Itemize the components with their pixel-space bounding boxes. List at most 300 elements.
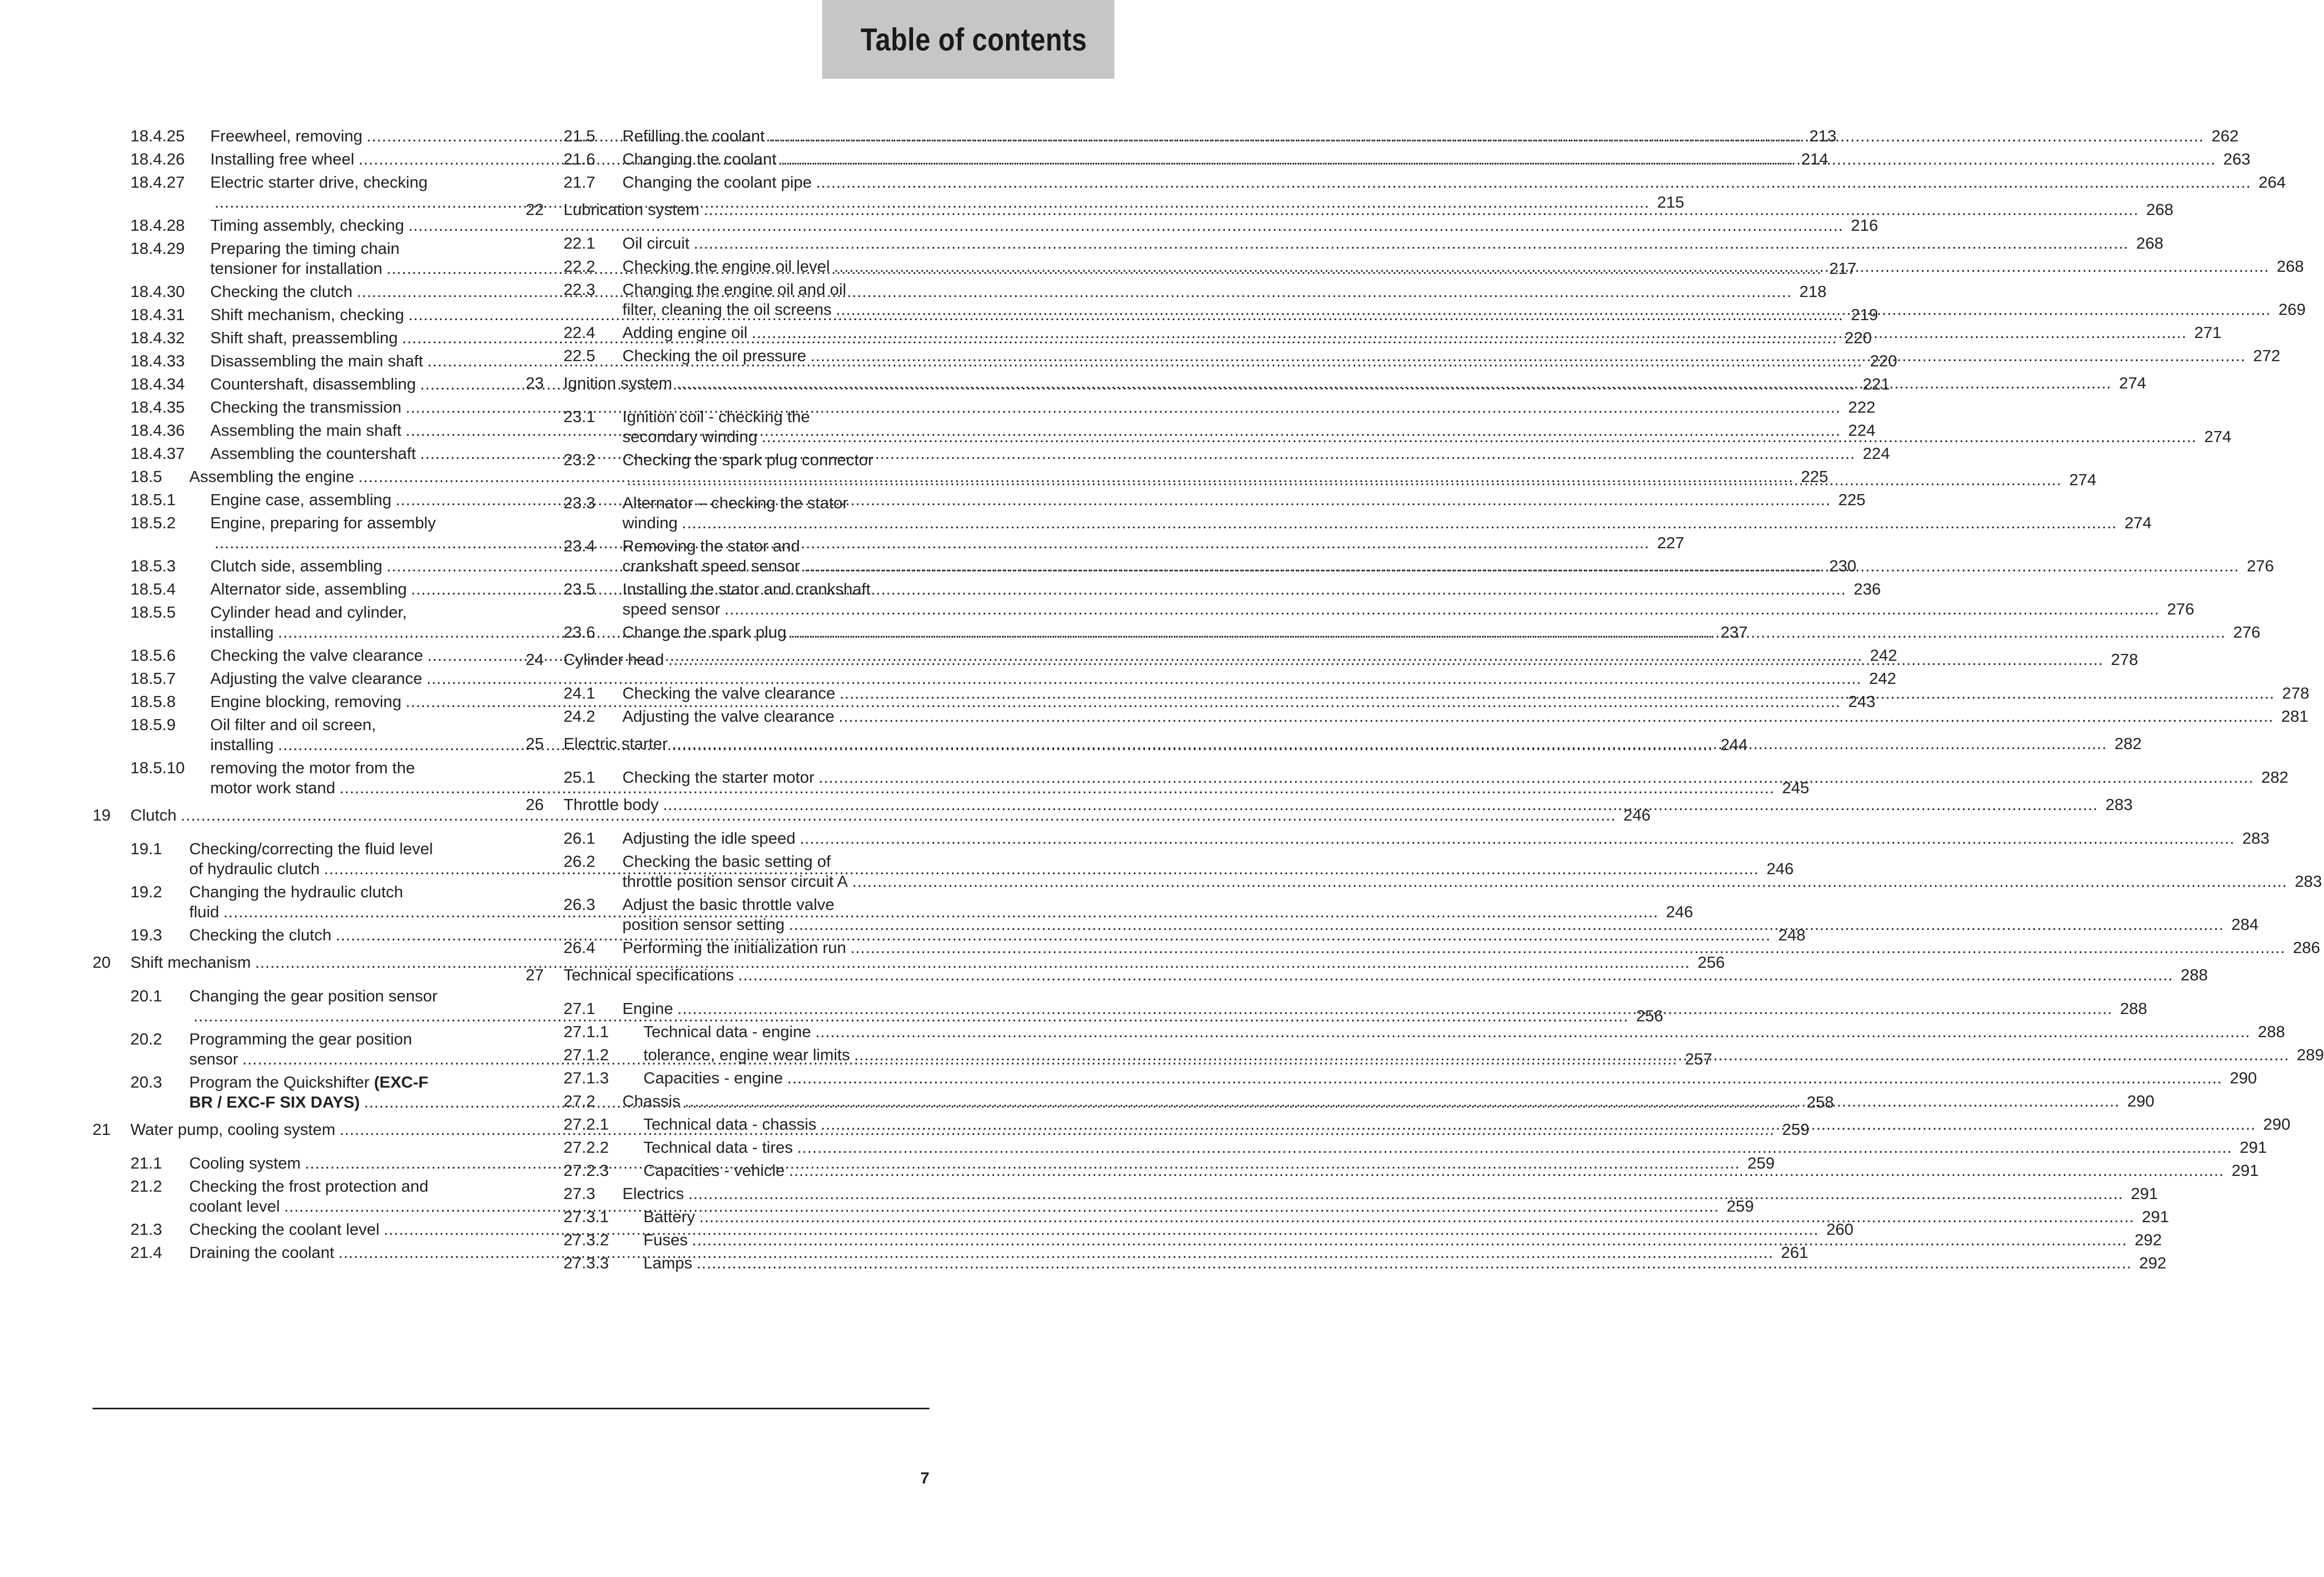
toc-page-number: 222 bbox=[1848, 398, 1876, 416]
toc-entry[interactable] bbox=[526, 1068, 2257, 1088]
toc-entry-title: Checking the frost protection and bbox=[189, 1177, 428, 1195]
toc-page-number: 274 bbox=[2204, 427, 2231, 446]
toc-entry-title: Lubrication system bbox=[564, 200, 700, 219]
toc-entry-title: removing the motor from the bbox=[210, 759, 415, 777]
toc-chapter[interactable] bbox=[93, 805, 1651, 825]
dot-leader bbox=[684, 1091, 2120, 1111]
toc-page-number: 224 bbox=[1862, 444, 1890, 463]
toc-page-number: 268 bbox=[2146, 200, 2174, 219]
toc-page-number: 278 bbox=[2111, 650, 2138, 669]
toc-entry-title: Oil filter and oil screen, bbox=[210, 715, 376, 734]
toc-page-number: 290 bbox=[2229, 1069, 2257, 1087]
toc-entry-number: 27.1.2 bbox=[564, 1046, 609, 1064]
toc-page-number: 248 bbox=[1778, 926, 1806, 944]
toc-entry-number: 18.5.10 bbox=[130, 759, 185, 777]
dot-leader bbox=[804, 556, 2239, 576]
dot-leader bbox=[693, 233, 2128, 253]
toc-entry-number: 19.3 bbox=[130, 926, 162, 944]
toc-entry-title: Cylinder head and cylinder, bbox=[210, 603, 407, 621]
toc-entry-number: 24.1 bbox=[564, 684, 596, 702]
toc-page-number: 243 bbox=[1848, 692, 1876, 711]
toc-entry-number: 18.5.3 bbox=[130, 557, 176, 575]
toc-entry-title: position sensor setting bbox=[622, 915, 785, 934]
toc-page-number: 269 bbox=[2278, 300, 2306, 319]
toc-entry-number: 20.3 bbox=[130, 1073, 162, 1091]
toc-entry-title: Engine case, assembling bbox=[210, 490, 392, 509]
toc-entry-title: throttle position sensor circuit A bbox=[622, 872, 848, 890]
toc-entry-title: Electric starter drive, checking bbox=[210, 173, 428, 191]
toc-entry[interactable] bbox=[93, 925, 1806, 945]
toc-entry-number: 18.4.30 bbox=[130, 282, 185, 301]
toc-page-number: 290 bbox=[2263, 1115, 2291, 1133]
toc-entry-title: Programming the gear position bbox=[189, 1030, 412, 1048]
toc-entry[interactable] bbox=[526, 828, 2270, 848]
toc-page-number: 236 bbox=[1854, 580, 1881, 598]
toc-entry-number: 18.5.7 bbox=[130, 669, 176, 688]
toc-entry-number: 22.2 bbox=[564, 257, 596, 275]
dot-leader bbox=[852, 872, 2287, 892]
toc-entry-number: 27.1.3 bbox=[564, 1069, 609, 1087]
dot-leader bbox=[678, 999, 2113, 1019]
toc-page-number: 242 bbox=[1870, 646, 1897, 664]
toc-entry-title: Checking the transmission bbox=[210, 398, 402, 416]
toc-entry-number: 18.5.6 bbox=[130, 646, 176, 664]
toc-entry-number: 23.2 bbox=[564, 450, 596, 469]
toc-entry[interactable] bbox=[526, 1184, 2158, 1204]
toc-page-number: 221 bbox=[1862, 375, 1890, 393]
toc-entry-title: secondary winding bbox=[622, 427, 757, 446]
toc-entry-number: 18.4.31 bbox=[130, 305, 185, 324]
toc-chapter[interactable] bbox=[526, 965, 2208, 985]
toc-page-number: 215 bbox=[1657, 193, 1685, 211]
toc-entry-number: 23.4 bbox=[564, 537, 596, 555]
toc-entry-title: Lamps bbox=[643, 1254, 693, 1272]
toc-entry-title: Engine bbox=[622, 999, 673, 1018]
toc-entry-title: Alternator – checking the stator bbox=[622, 494, 848, 512]
toc-page-number: 268 bbox=[2136, 234, 2164, 252]
dot-leader bbox=[752, 323, 2187, 343]
toc-entry[interactable] bbox=[526, 233, 2164, 253]
toc-entry-title: Water pump, cooling system bbox=[130, 1120, 335, 1139]
toc-entry-number: 21.5 bbox=[564, 127, 596, 145]
toc-entry-title: Capacities - engine bbox=[643, 1069, 783, 1087]
dot-leader bbox=[789, 915, 2224, 935]
toc-entry[interactable] bbox=[93, 467, 1828, 487]
toc-entry-title: Ignition coil - checking the bbox=[622, 407, 810, 426]
toc-page-number: 274 bbox=[2124, 514, 2152, 532]
toc-entry-number: 23.1 bbox=[564, 407, 596, 426]
toc-entry-number: 27.3 bbox=[564, 1184, 596, 1203]
toc-entry-title: Timing assembly, checking bbox=[210, 216, 404, 234]
page-number: 7 bbox=[920, 1469, 929, 1487]
toc-page-number: 263 bbox=[2223, 150, 2251, 168]
toc-page-number: 281 bbox=[2281, 707, 2309, 725]
toc-entry-title: Adjusting the valve clearance bbox=[210, 669, 423, 688]
toc-page-number: 225 bbox=[1838, 490, 1866, 509]
toc-page-number: 224 bbox=[1848, 421, 1876, 439]
toc-entry-number: 18.4.29 bbox=[130, 239, 185, 258]
dot-leader bbox=[791, 622, 2226, 642]
toc-entry-title: Alternator side, assembling bbox=[210, 580, 407, 598]
toc-entry-title: Assembling the engine bbox=[189, 467, 354, 486]
toc-entry[interactable] bbox=[526, 1138, 2267, 1158]
toc-entry[interactable] bbox=[526, 1230, 2162, 1250]
toc-entry-number: 20 bbox=[93, 953, 111, 971]
toc-entry-number: 26.4 bbox=[564, 938, 596, 957]
toc-page-number: 291 bbox=[2239, 1138, 2267, 1156]
toc-page-number: 278 bbox=[2282, 684, 2309, 702]
toc-entry-number: 27.2 bbox=[564, 1092, 596, 1110]
toc-page-number: 276 bbox=[2233, 623, 2260, 641]
toc-entry-title: Throttle body bbox=[564, 795, 659, 814]
toc-page-number: 292 bbox=[2139, 1254, 2167, 1272]
toc-entry-title: Oil circuit bbox=[622, 234, 690, 252]
toc-entry-number: 27.2.2 bbox=[564, 1138, 609, 1156]
toc-entry-number: 23 bbox=[526, 374, 544, 392]
toc-page-number: 262 bbox=[2211, 127, 2239, 145]
toc-entry-number: 23.3 bbox=[564, 494, 596, 512]
toc-entry-title: Changing the coolant pipe bbox=[622, 173, 812, 191]
dot-leader bbox=[738, 965, 2173, 985]
toc-entry[interactable] bbox=[526, 1253, 2167, 1273]
toc-page-number: 246 bbox=[1766, 859, 1794, 878]
dot-leader bbox=[214, 533, 1650, 553]
toc-page-number: 282 bbox=[2114, 734, 2142, 753]
toc-entry-title: of hydraulic clutch bbox=[189, 859, 320, 878]
toc-page-number: 271 bbox=[2194, 323, 2221, 342]
toc-page-number: 246 bbox=[1666, 903, 1693, 921]
toc-entry-number: 19 bbox=[93, 806, 111, 824]
toc-entry[interactable] bbox=[526, 1022, 2285, 1042]
toc-page-number: 286 bbox=[2292, 938, 2320, 957]
toc-entry-title: Technical data - chassis bbox=[643, 1115, 817, 1133]
toc-entry-number: 22.1 bbox=[564, 234, 596, 252]
dot-leader bbox=[818, 767, 2254, 787]
toc-entry-number: 25 bbox=[526, 734, 544, 753]
toc-entry-number: 18.5.9 bbox=[130, 715, 176, 734]
dot-leader bbox=[677, 373, 2112, 393]
toc-page-number: 230 bbox=[1829, 557, 1857, 575]
toc-page-number: 237 bbox=[1720, 623, 1748, 641]
toc-entry-title: Checking the spark plug connector bbox=[622, 450, 874, 469]
toc-page-number: 257 bbox=[1685, 1050, 1713, 1068]
toc-entry-number: 27.1.1 bbox=[564, 1022, 609, 1041]
toc-entry-number: 18.4.27 bbox=[130, 173, 185, 191]
toc-entry-title: Refilling the coolant bbox=[622, 127, 765, 145]
toc-entry-title: Disassembling the main shaft bbox=[210, 352, 423, 370]
toc-entry-title: Fuses bbox=[643, 1231, 688, 1249]
toc-page-number: 283 bbox=[2105, 795, 2133, 814]
dot-leader bbox=[834, 257, 2269, 277]
toc-entry-title: Shift mechanism bbox=[130, 953, 251, 971]
toc-page-number: 276 bbox=[2167, 600, 2195, 618]
toc-entry-title: Installing the stator and crankshaft bbox=[622, 580, 871, 598]
toc-entry-number: 27.2.3 bbox=[564, 1161, 609, 1180]
toc-entry-title: Checking the valve clearance bbox=[210, 646, 423, 664]
toc-entry-title: Cylinder head bbox=[564, 650, 664, 669]
toc-entry-title: Adjusting the valve clearance bbox=[622, 707, 835, 725]
toc-entry-number: 26.1 bbox=[564, 829, 596, 847]
toc-entry-title: Checking the clutch bbox=[189, 926, 332, 944]
toc-entry-title: Countershaft, disassembling bbox=[210, 375, 416, 393]
toc-entry-number: 18.5.8 bbox=[130, 692, 176, 711]
toc-entry-number: 18.5.4 bbox=[130, 580, 176, 598]
toc-entry-title: Technical data - tires bbox=[643, 1138, 793, 1156]
toc-entry-title: Technical data - engine bbox=[643, 1022, 811, 1041]
toc-page-number: 291 bbox=[2231, 1161, 2259, 1180]
toc-page-number: 284 bbox=[2231, 915, 2259, 934]
dot-leader bbox=[769, 126, 2204, 146]
toc-entry-title: Adjusting the idle speed bbox=[622, 829, 796, 847]
toc-page-number: 272 bbox=[2253, 346, 2280, 365]
toc-page-number: 268 bbox=[2276, 257, 2304, 275]
toc-page-number: 259 bbox=[1747, 1154, 1775, 1172]
toc-entry-number: 21 bbox=[93, 1120, 111, 1139]
page-title: Table of contents bbox=[861, 22, 1087, 57]
toc-page-number: 246 bbox=[1623, 806, 1651, 824]
toc-page-number: 217 bbox=[1829, 259, 1857, 278]
toc-entry-title: Engine blocking, removing bbox=[210, 692, 402, 711]
toc-page-number: 274 bbox=[2069, 470, 2097, 489]
toc-entry[interactable] bbox=[526, 767, 2289, 787]
toc-entry-number: 18.5.2 bbox=[130, 514, 176, 532]
toc-entry-number: 18.4.28 bbox=[130, 216, 185, 234]
toc-entry-title: Electrics bbox=[622, 1184, 684, 1203]
toc-entry-title: Removing the stator and bbox=[622, 537, 800, 555]
toc-entry-number: 21.3 bbox=[130, 1220, 162, 1238]
footer-rule bbox=[93, 1408, 929, 1409]
toc-entry[interactable] bbox=[526, 172, 2286, 192]
toc-entry-title: Checking the starter motor bbox=[622, 768, 815, 786]
toc-entry-number: 18.5.1 bbox=[130, 490, 176, 509]
toc-entry-number: 22.5 bbox=[564, 346, 596, 365]
toc-entry-number: 18.5.5 bbox=[130, 603, 176, 621]
toc-entry-number: 24 bbox=[526, 650, 544, 669]
toc-page-number: 292 bbox=[2134, 1231, 2162, 1249]
toc-page-number: 214 bbox=[1801, 150, 1829, 168]
toc-entry-title: Checking the engine oil level bbox=[622, 257, 830, 275]
dot-leader bbox=[627, 470, 2062, 490]
toc-entry-title: Checking/correcting the fluid level bbox=[189, 839, 433, 858]
toc-entry-title: Technical specifications bbox=[564, 966, 734, 984]
toc-entry-number: 22 bbox=[526, 200, 544, 219]
dot-leader bbox=[699, 1207, 2134, 1227]
toc-entry-title: Clutch side, assembling bbox=[210, 557, 383, 575]
toc-entry-title: winding bbox=[622, 514, 678, 532]
toc-entry-title: Checking the coolant level bbox=[189, 1220, 380, 1238]
toc-page-number: 227 bbox=[1657, 534, 1685, 552]
toc-page-number: 283 bbox=[2295, 872, 2322, 890]
toc-page-number: 288 bbox=[2120, 999, 2147, 1018]
toc-page-number: 259 bbox=[1726, 1197, 1754, 1215]
toc-entry-number: 21.2 bbox=[130, 1177, 162, 1195]
toc-page-number: 219 bbox=[1851, 305, 1878, 324]
toc-page-number: 220 bbox=[1845, 329, 1872, 347]
toc-entry-number: 18.4.37 bbox=[130, 444, 185, 463]
toc-entry-number: 26 bbox=[526, 795, 544, 814]
toc-entry-number: 18.4.35 bbox=[130, 398, 185, 416]
toc-entry-title: crankshaft speed sensor bbox=[622, 557, 800, 575]
toc-entry-title: tolerance, engine wear limits bbox=[643, 1046, 850, 1064]
toc-entry-title: sensor bbox=[189, 1050, 239, 1068]
dot-leader bbox=[688, 1184, 2123, 1204]
toc-entry-title: Freewheel, removing bbox=[210, 127, 363, 145]
toc-entry-number: 26.3 bbox=[564, 895, 596, 914]
toc-page-number: 288 bbox=[2180, 966, 2208, 984]
dot-leader bbox=[838, 706, 2274, 726]
toc-entry-number: 27.3.2 bbox=[564, 1231, 609, 1249]
toc-entry-title: Clutch bbox=[130, 806, 177, 824]
toc-page-number: 213 bbox=[1809, 127, 1837, 145]
toc-page-number: 264 bbox=[2258, 173, 2286, 191]
toc-entry-number: 27.2.1 bbox=[564, 1115, 609, 1133]
toc-entry-number: 22.3 bbox=[564, 280, 596, 299]
toc-entry-number: 18.4.33 bbox=[130, 352, 185, 370]
dot-leader bbox=[839, 683, 2275, 703]
dot-leader bbox=[811, 346, 2246, 366]
toc-page-number: 291 bbox=[2142, 1207, 2169, 1226]
toc-entry-number: 21.1 bbox=[130, 1154, 162, 1172]
dot-leader bbox=[692, 1230, 2127, 1250]
toc-entry-number: 18.4.25 bbox=[130, 127, 185, 145]
toc-entry-number: 25.1 bbox=[564, 768, 596, 786]
dot-leader bbox=[816, 172, 2251, 192]
dot-leader bbox=[668, 650, 2103, 670]
toc-entry-title: BR / EXC-F SIX DAYS) bbox=[189, 1093, 360, 1111]
toc-entry-number: 27.1 bbox=[564, 999, 596, 1018]
toc-page-number: 259 bbox=[1782, 1120, 1809, 1139]
dot-leader bbox=[781, 149, 2216, 169]
dot-leader bbox=[697, 1253, 2132, 1273]
toc-entry-number: 27.3.1 bbox=[564, 1207, 609, 1226]
toc-page-number: 282 bbox=[2261, 768, 2289, 786]
toc-entry-title: Changing the coolant bbox=[622, 150, 777, 168]
toc-entry-number: 20.2 bbox=[130, 1030, 162, 1048]
toc-entry-number: 27.3.3 bbox=[564, 1254, 609, 1272]
toc-page-number: 283 bbox=[2242, 829, 2270, 847]
toc-entry-title: speed sensor bbox=[622, 600, 721, 618]
toc-entry[interactable] bbox=[526, 938, 2320, 958]
toc-entry[interactable] bbox=[93, 669, 1897, 689]
dot-leader bbox=[672, 734, 2107, 754]
toc-entry-title: installing bbox=[210, 623, 274, 641]
toc-entry-title: Shift shaft, preassembling bbox=[210, 329, 398, 347]
toc-entry-title: Electric starter bbox=[564, 734, 668, 753]
toc-entry-number: 26.2 bbox=[564, 852, 596, 871]
dot-leader bbox=[800, 828, 2235, 848]
toc-entry-number: 18.5 bbox=[130, 467, 162, 486]
toc-entry-title: Adding engine oil bbox=[622, 323, 748, 342]
header-tab bbox=[822, 0, 1114, 79]
dot-leader bbox=[815, 1022, 2250, 1042]
toc-entry-title: Checking the clutch bbox=[210, 282, 353, 301]
dot-leader bbox=[836, 300, 2271, 320]
dot-leader bbox=[789, 1161, 2224, 1181]
toc-page-number: 220 bbox=[1870, 352, 1897, 370]
toc-entry-title: motor work stand bbox=[210, 779, 335, 797]
toc-entry-number: 21.6 bbox=[564, 150, 596, 168]
toc-entry-title-bold: (EXC-F bbox=[374, 1073, 428, 1091]
dot-leader bbox=[851, 938, 2286, 958]
toc-entry-title: Shift mechanism, checking bbox=[210, 305, 404, 324]
toc-page-number: 242 bbox=[1869, 669, 1897, 688]
toc-page-number: 260 bbox=[1826, 1220, 1854, 1238]
toc-page-number: 225 bbox=[1800, 467, 1828, 486]
toc-entry-title: installing bbox=[210, 735, 274, 754]
toc-entry-title: Change the spark plug bbox=[622, 623, 786, 641]
toc-entry-number: 24.2 bbox=[564, 707, 596, 725]
toc-entry-title: Changing the hydraulic clutch bbox=[189, 883, 403, 901]
toc-chapter[interactable] bbox=[93, 953, 1725, 972]
toc-entry-title: Preparing the timing chain bbox=[210, 239, 400, 258]
toc-page-number: 245 bbox=[1782, 779, 1809, 797]
toc-entry-title: Assembling the main shaft bbox=[210, 421, 402, 439]
toc-entry-title: Battery bbox=[643, 1207, 695, 1226]
toc-entry-title: fluid bbox=[189, 903, 219, 921]
toc-entry-number: 19.1 bbox=[130, 839, 162, 858]
toc-entry-title: Draining the coolant bbox=[189, 1243, 334, 1262]
toc-entry-title: Installing free wheel bbox=[210, 150, 354, 168]
toc-page-number: 290 bbox=[2127, 1092, 2155, 1110]
dot-leader bbox=[787, 1068, 2222, 1088]
toc-entry-title: Program the Quickshifter bbox=[189, 1073, 374, 1091]
toc-entry-title: tensioner for installation bbox=[210, 259, 383, 278]
toc-entry-title: Changing the engine oil and oil bbox=[622, 280, 846, 299]
toc-entry-number: 18.4.36 bbox=[130, 421, 185, 439]
dot-leader bbox=[663, 795, 2098, 815]
dot-leader bbox=[724, 599, 2159, 619]
toc-entry-number: 22.4 bbox=[564, 323, 596, 342]
toc-entry-title: Performing the initialization run bbox=[622, 938, 846, 957]
toc-page-number: 216 bbox=[1851, 216, 1878, 234]
toc-entry-title: Ignition system bbox=[564, 374, 672, 392]
toc-entry-title: Capacities - vehicle bbox=[643, 1161, 785, 1180]
dot-leader bbox=[682, 513, 2117, 533]
toc-entry-title: Checking the basic setting of bbox=[622, 852, 831, 871]
dot-leader bbox=[703, 200, 2138, 220]
toc-entry-number: 18.4.26 bbox=[130, 150, 185, 168]
toc-entry-title: Changing the gear position sensor bbox=[189, 987, 438, 1005]
toc-entry-title: Engine, preparing for assembly bbox=[210, 514, 436, 532]
toc-page-number: 261 bbox=[1781, 1243, 1808, 1262]
dot-leader bbox=[762, 427, 2197, 447]
toc-entry-title: Assembling the countershaft bbox=[210, 444, 416, 463]
toc-entry-number: 20.1 bbox=[130, 987, 162, 1005]
dot-leader bbox=[854, 1045, 2289, 1065]
toc-entry-number: 18.4.34 bbox=[130, 375, 185, 393]
toc-entry-title: coolant level bbox=[189, 1197, 280, 1215]
toc-entry-title: Checking the oil pressure bbox=[622, 346, 806, 365]
toc-entry-number: 21.4 bbox=[130, 1243, 162, 1262]
toc-entry-title: filter, cleaning the oil screens bbox=[622, 300, 832, 319]
toc-page-number: 244 bbox=[1720, 735, 1748, 754]
toc-page-number: 258 bbox=[1806, 1093, 1834, 1111]
toc-page-number: 256 bbox=[1636, 1007, 1664, 1025]
toc-entry-number: 19.2 bbox=[130, 883, 162, 901]
toc-page-number: 289 bbox=[2297, 1046, 2324, 1064]
toc-page-number: 256 bbox=[1697, 953, 1725, 971]
toc-page-number: 291 bbox=[2131, 1184, 2158, 1203]
toc-entry[interactable] bbox=[526, 706, 2309, 726]
toc-entry-number: 23.6 bbox=[564, 623, 596, 641]
toc-entry-title: Checking the valve clearance bbox=[622, 684, 835, 702]
toc-entry[interactable] bbox=[93, 216, 1878, 235]
dot-leader bbox=[797, 1138, 2232, 1158]
toc-entry-number: 21.7 bbox=[564, 173, 596, 191]
toc-entry[interactable] bbox=[526, 1207, 2169, 1227]
toc-page-number: 288 bbox=[2258, 1022, 2285, 1041]
toc-entry-number: 23.5 bbox=[564, 580, 596, 598]
